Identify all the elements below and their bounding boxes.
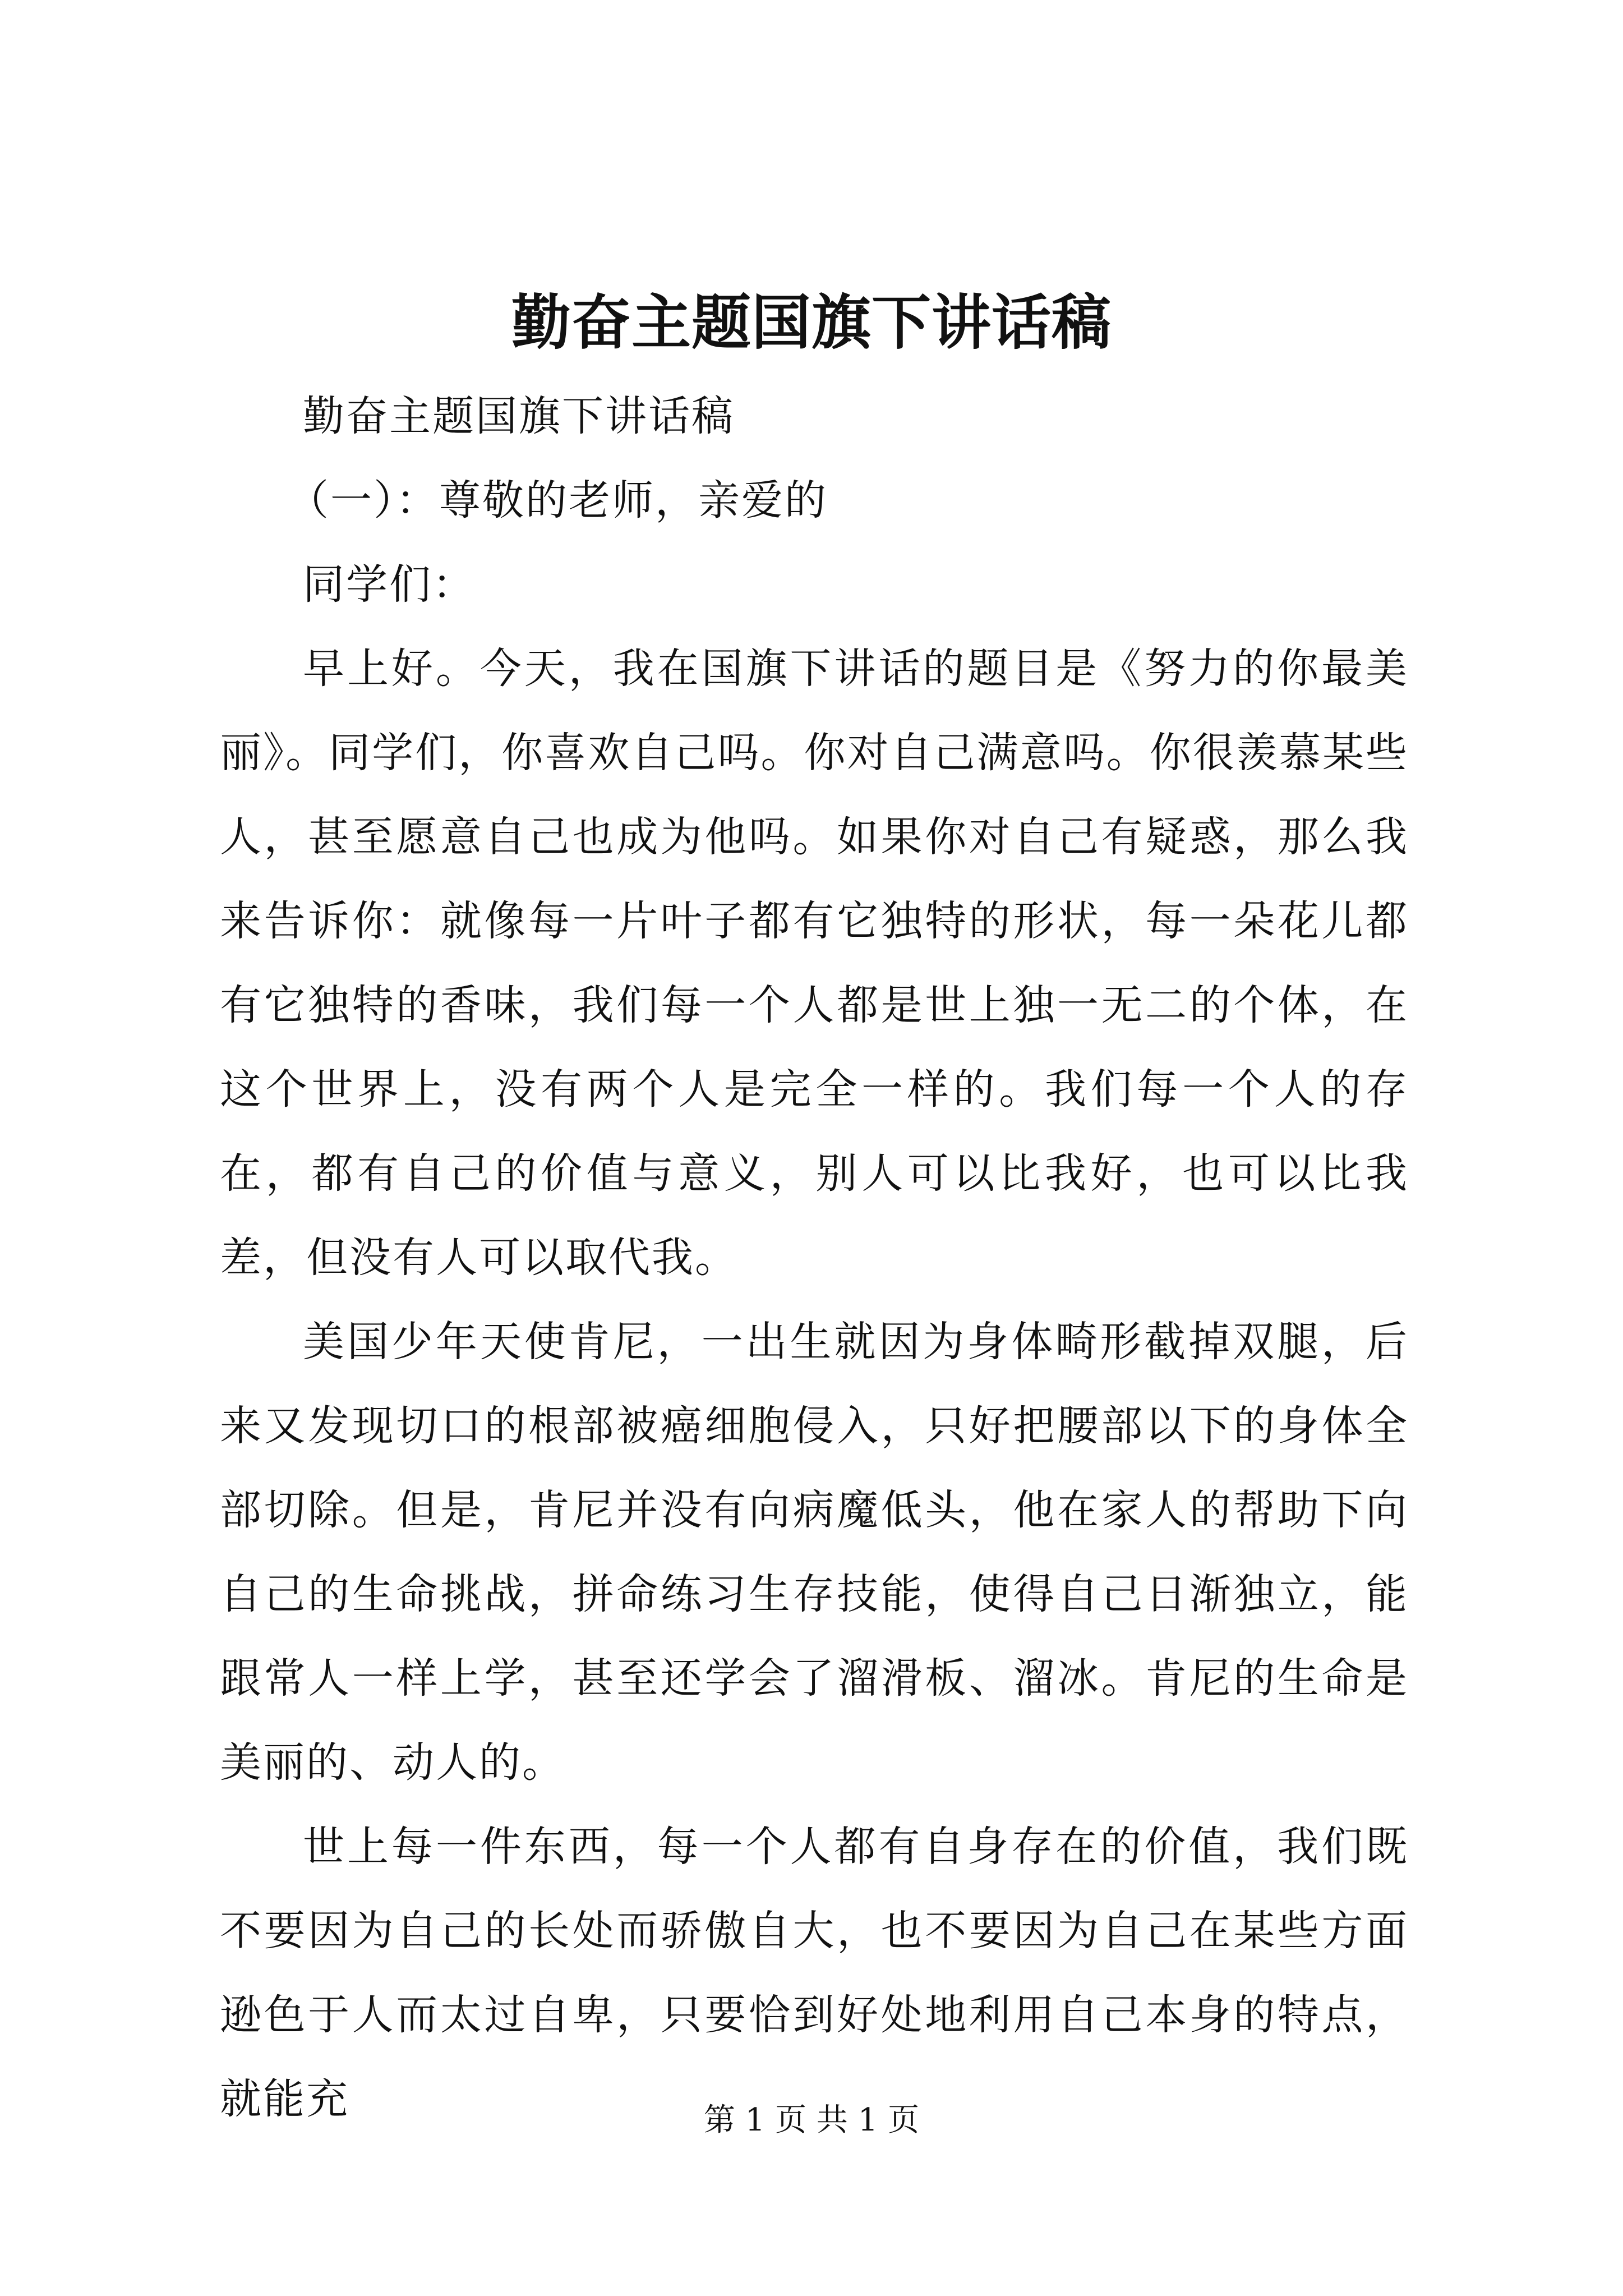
page-number-footer: 第 1 页 共 1 页 — [703, 2102, 920, 2138]
body-paragraph: 美国少年天使肯尼，一出生就因为身体畸形截掉双腿，后来又发现切口的根部被癌细胞侵入，只好把腰部以下的身体全部切除。但是，肯尼并没有向病魔低头，他在家人的帮助下向自己的生命挑战，拼命练习生存技能，使得自己日渐独立，能跟常人一样上学，甚至还学会了溜滑板、溜冰。肯尼的生命是美丽的、动人的。 — [220, 1318, 1409, 1787]
page-title: 勤奋主题国旗下讲话稿 — [511, 287, 1112, 357]
body-paragraph: 早上好。今天，我在国旗下讲话的题目是《努力的你最美丽》。同学们，你喜欢自己吗。你对自己满意吗。你很羡慕某些人，甚至愿意自己也成为他吗。如果你对自己有疑惑，那么我来告诉你：就像每一片叶子都有它独特的形状，每一朵花儿都有它独特的香味，我们每一个人都是世上独一无二的个体，在这个世界上，没有两个人是完全一样的。我们每一个人的存在，都有自己的价值与意义，别人可以比我好，也可以比我差，但没有人可以取代我。 — [220, 645, 1409, 1282]
document-body — [220, 374, 1409, 2141]
subtitle-paragraph: 勤奋主题国旗下讲话稿 — [303, 392, 735, 440]
salutation-paragraph: 同学们： — [303, 560, 476, 609]
body-paragraph: 世上每一件东西，每一个人都有自身存在的价值，我们既不要因为自己的长处而骄傲自大，也不要因为自己在某些方面逊色于人而太过自卑，只要恰到好处地利用自己本身的特点，就能充 — [220, 1823, 1409, 2123]
salutation-paragraph: （一）：尊敬的老师，亲爱的 — [287, 476, 828, 524]
